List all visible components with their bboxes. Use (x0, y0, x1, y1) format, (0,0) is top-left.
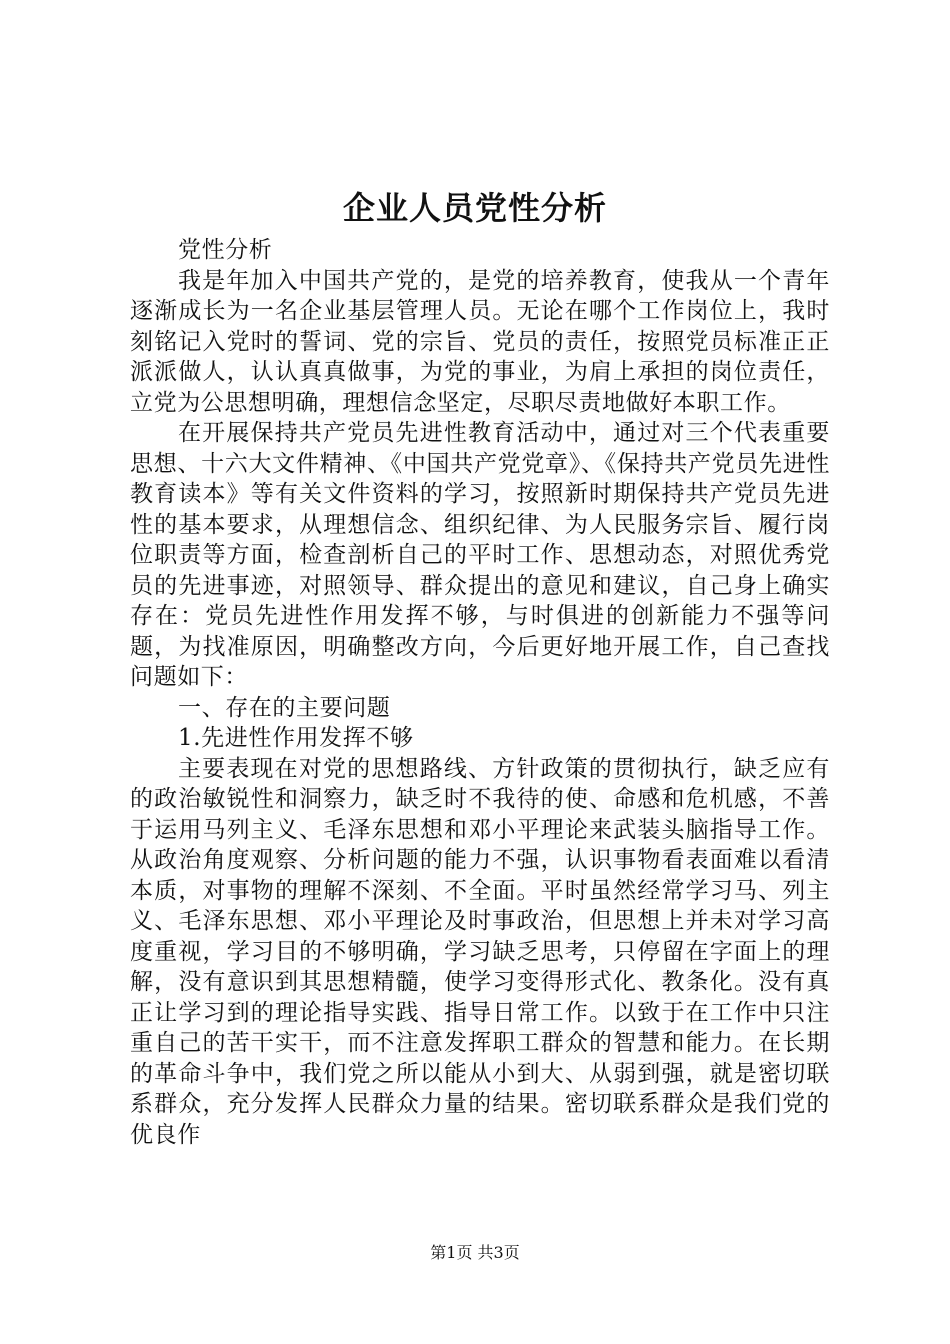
paragraph: 主要表现在对党的思想路线、方针政策的贯彻执行，缺乏应有的政治敏锐性和洞察力，缺乏时不我待的使、命感和危机感，不善于运用马列主义、毛泽东思想和邓小平理论来武装头脑指导工作。从政治角度观察、分析问题的能力不强，认识事物看表面难以看清本质，对事物的理解不深刻、不全面。平时虽然经常学习马、列主义、毛泽东思想、邓小平理论及时事政治，但思想上并未对学习高度重视，学习目的不够明确，学习缺乏思考，只停留在字面上的理解，没有意识到其思想精髓，使学习变得形式化、教条化。没有真正让学习到的理论指导实践、指导日常工作。以致于在工作中只注重自己的苦干实干，而不注意发挥职工群众的智慧和能力。在长期的革命斗争中，我们党之所以能从小到大、从弱到强，就是密切联系群众，充分发挥人民群众力量的结果。密切联系群众是我们党的优良作 (130, 755, 830, 1148)
document-body (130, 235, 830, 1150)
document-title: 企业人员党性分析 (342, 189, 607, 227)
paragraph: 我是年加入中国共产党的，是党的培养教育，使我从一个青年逐渐成长为一名企业基层管理人员。无论在哪个工作岗位上，我时刻铭记入党时的誓词、党的宗旨、党员的责任，按照党员标准正正派派做人，认认真真做事，为党的事业，为肩上承担的岗位责任，立党为公思想明确，理想信念坚定，尽职尽责地做好本职工作。 (130, 267, 830, 416)
section-heading: 一、存在的主要问题 (178, 694, 391, 721)
subsection-heading: 1.先进性作用发挥不够 (178, 725, 414, 751)
paragraph: 在开展保持共产党员先进性教育活动中，通过对三个代表重要思想、十六大文件精神、《中国共产党党章》、《保持共产党员先进性教育读本》等有关文件资料的学习，按照新时期保持共产党员先进性的基本要求，从理想信念、组织纪律、为人民服务宗旨、履行岗位职责等方面，检查剖析自己的平时工作、思想动态，对照优秀党员的先进事迹，对照领导、群众提出的意见和建议，自己身上确实存在：党员先进性作用发挥不够，与时俱进的创新能力不强等问题，为找准原因，明确整改方向，今后更好地开展工作，自己查找问题如下： (130, 420, 830, 690)
paragraph-heading: 党性分析 (178, 237, 273, 263)
page-footer: 第1页 共3页 (430, 1243, 520, 1262)
